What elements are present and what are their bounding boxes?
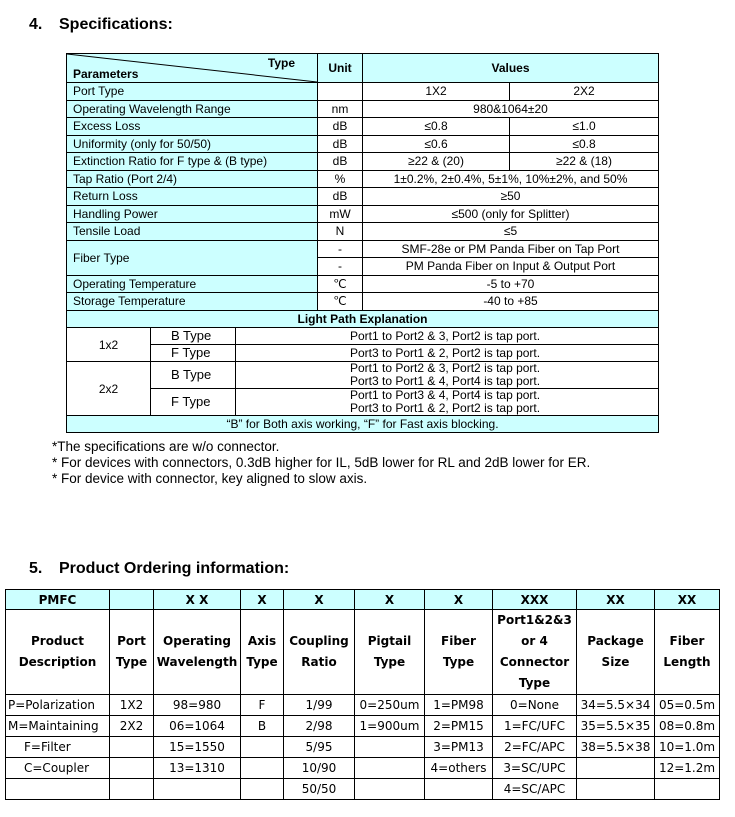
- type-cell: F Type: [151, 389, 236, 416]
- header-line: Description: [18, 655, 97, 669]
- unit-cell: dB: [318, 118, 363, 136]
- description-row: [6, 610, 720, 695]
- cell: [241, 737, 284, 758]
- param-tap-ratio: Tap Ratio (Port 2/4): [67, 170, 318, 188]
- cell: 1/99: [284, 695, 355, 716]
- cell: 4=others: [425, 758, 493, 779]
- header-line: Type: [373, 655, 406, 669]
- spec-row: [67, 118, 659, 136]
- unit-cell: -: [318, 258, 363, 276]
- param-excess-loss: Excess Loss: [67, 118, 318, 136]
- specifications-table: [66, 53, 659, 311]
- code-cell: X: [284, 590, 355, 610]
- cell: C=Coupler: [6, 758, 110, 779]
- cell: 5/95: [284, 737, 355, 758]
- code-cell: X: [241, 590, 284, 610]
- light-path-title: Light Path Explanation: [67, 311, 659, 328]
- path-line: Port1 to Port3 & 4, Port4 is tap port.: [350, 388, 541, 402]
- header-line: Fiber: [441, 634, 476, 648]
- code-cell: [110, 590, 154, 610]
- type-cell: B Type: [151, 362, 236, 389]
- unit-cell: ℃: [318, 293, 363, 311]
- cell: [655, 779, 720, 800]
- cell: 1=900um: [355, 716, 425, 737]
- cell: F=Filter: [6, 737, 110, 758]
- values-header: Values: [363, 54, 659, 83]
- cell: [110, 737, 154, 758]
- value-cell: -5 to +70: [363, 275, 659, 293]
- ordering-row: [6, 779, 720, 800]
- header-line: Type: [442, 655, 475, 669]
- header-line: Product: [31, 634, 84, 648]
- type-cell: F Type: [151, 345, 236, 362]
- path-line: Port1 to Port2 & 3, Port2 is tap port.: [350, 361, 541, 375]
- cell: 2X2: [110, 716, 154, 737]
- unit-header: Unit: [318, 54, 363, 83]
- spec-row: [67, 153, 659, 171]
- param-tensile-load: Tensile Load: [67, 223, 318, 241]
- spec-notes: [52, 439, 590, 487]
- header-line: Connector: [499, 655, 570, 669]
- cell: B: [241, 716, 284, 737]
- spec-row: [67, 188, 659, 206]
- header-port-type: [110, 610, 154, 695]
- cell: 1=PM98: [425, 695, 493, 716]
- light-path-row: [67, 345, 659, 362]
- cell: M=Maintaining: [6, 716, 110, 737]
- cell: 05=0.5m: [655, 695, 720, 716]
- cell: [355, 758, 425, 779]
- section-5-heading: [29, 560, 289, 578]
- spec-row: [67, 135, 659, 153]
- cell: [425, 779, 493, 800]
- unit-cell: N: [318, 223, 363, 241]
- header-line: Type: [115, 655, 148, 669]
- unit-cell: %: [318, 170, 363, 188]
- path-text: Port3 to Port1 & 2, Port2 is tap port.: [236, 345, 659, 362]
- path-text: Port1 to Port2 & 3, Port2 is tap port.: [236, 328, 659, 345]
- spec-row: [67, 223, 659, 241]
- value-1x2: 1X2: [363, 83, 510, 101]
- unit-cell: mW: [318, 205, 363, 223]
- param-storage-temp: Storage Temperature: [67, 293, 318, 311]
- cell: P=Polarization: [6, 695, 110, 716]
- path-line: Port3 to Port1 & 4, Port4 is tap port.: [350, 374, 541, 388]
- header-connector-type: [493, 610, 577, 695]
- header-fiber-length: [655, 610, 720, 695]
- value-2x2: 2X2: [510, 83, 659, 101]
- port-2x2: 2x2: [67, 362, 151, 416]
- cell: [241, 779, 284, 800]
- header-line: Axis: [247, 634, 277, 648]
- cell: 50/50: [284, 779, 355, 800]
- code-cell: XX: [577, 590, 655, 610]
- section-title: Product Ordering information:: [59, 560, 290, 577]
- code-cell: X X: [154, 590, 241, 610]
- type-cell: B Type: [151, 328, 236, 345]
- light-path-row: [67, 362, 659, 389]
- cell: 3=PM13: [425, 737, 493, 758]
- value-1x2: ≥22 & (20): [363, 153, 510, 171]
- cell: 4=SC/APC: [493, 779, 577, 800]
- param-uniformity: Uniformity (only for 50/50): [67, 135, 318, 153]
- light-path-row: [67, 389, 659, 416]
- cell: 0=250um: [355, 695, 425, 716]
- cell: 08=0.8m: [655, 716, 720, 737]
- spec-row: [67, 205, 659, 223]
- light-path-table: [66, 310, 659, 433]
- cell: 35=5.5×35: [577, 716, 655, 737]
- header-line: Ratio: [301, 655, 337, 669]
- cell: 34=5.5×34: [577, 695, 655, 716]
- header-line: Coupling: [289, 634, 349, 648]
- cell: F: [241, 695, 284, 716]
- cell: 98=980: [154, 695, 241, 716]
- header-line: Type: [246, 655, 278, 669]
- cell: 38=5.5×38: [577, 737, 655, 758]
- header-pigtail-type: [355, 610, 425, 695]
- cell: 1=FC/UFC: [493, 716, 577, 737]
- header-product-description: [6, 610, 110, 695]
- code-cell: X: [425, 590, 493, 610]
- light-path-row: [67, 328, 659, 345]
- code-cell: X: [355, 590, 425, 610]
- unit-cell: [318, 83, 363, 101]
- header-line: Package: [587, 634, 644, 648]
- spec-row: [67, 83, 659, 101]
- type-label: Type: [267, 56, 295, 70]
- header-axis-type: [241, 610, 284, 695]
- param-wavelength: Operating Wavelength Range: [67, 100, 318, 118]
- note: * For devices with connectors, 0.3dB higher for IL, 5dB lower for RL and 2dB lower for ER.: [52, 455, 591, 470]
- cell: 0=None: [493, 695, 577, 716]
- header-fiber-type: [425, 610, 493, 695]
- header-coupling-ratio: [284, 610, 355, 695]
- header-line: Size: [601, 655, 630, 669]
- code-cell: XXX: [493, 590, 577, 610]
- header-package-size: [577, 610, 655, 695]
- header-line: Pigtail: [367, 634, 412, 648]
- cell: 10=1.0m: [655, 737, 720, 758]
- ordering-row: [6, 716, 720, 737]
- spec-row: [67, 275, 659, 293]
- unit-cell: dB: [318, 135, 363, 153]
- cell: [577, 779, 655, 800]
- cell: 2=PM15: [425, 716, 493, 737]
- type-parameters-header: [67, 54, 318, 83]
- header-operating-wavelength: [154, 610, 241, 695]
- cell: 1X2: [110, 695, 154, 716]
- value-cell: ≤5: [363, 223, 659, 241]
- section-number: 4.: [29, 16, 43, 33]
- value-2x2: ≥22 & (18): [510, 153, 659, 171]
- unit-cell: -: [318, 240, 363, 258]
- cell: [110, 758, 154, 779]
- param-return-loss: Return Loss: [67, 188, 318, 206]
- unit-cell: nm: [318, 100, 363, 118]
- ordering-row: [6, 695, 720, 716]
- param-handling-power: Handling Power: [67, 205, 318, 223]
- cell: 06=1064: [154, 716, 241, 737]
- section-number: 5.: [29, 560, 43, 577]
- header-line: Type: [518, 676, 551, 690]
- cell: [110, 779, 154, 800]
- cell: [577, 758, 655, 779]
- code-cell: PMFC: [6, 590, 110, 610]
- value-1x2: ≤0.8: [363, 118, 510, 136]
- header-line: Length: [663, 655, 711, 669]
- path-text: [236, 362, 659, 389]
- ordering-row: [6, 737, 720, 758]
- cell: [355, 779, 425, 800]
- spec-row: [67, 240, 659, 258]
- value-cell: ≥50: [363, 188, 659, 206]
- cell: [154, 779, 241, 800]
- value-2x2: ≤0.8: [510, 135, 659, 153]
- light-path-footer: “B” for Both axis working, “F” for Fast axis blocking.: [67, 416, 659, 433]
- section-4-heading: [29, 16, 173, 34]
- spec-row: [67, 100, 659, 118]
- unit-cell: dB: [318, 188, 363, 206]
- cell: 2=FC/APC: [493, 737, 577, 758]
- path-line: Port3 to Port1 & 2, Port2 is tap port.: [350, 401, 541, 415]
- header-line: Fiber: [669, 634, 705, 648]
- cell: 15=1550: [154, 737, 241, 758]
- parameters-label: Parameters: [73, 67, 139, 81]
- cell: 13=1310: [154, 758, 241, 779]
- value-2x2: ≤1.0: [510, 118, 659, 136]
- param-extinction-ratio: Extinction Ratio for F type & (B type): [67, 153, 318, 171]
- value-cell: 1±0.2%, 2±0.4%, 5±1%, 10%±2%, and 50%: [363, 170, 659, 188]
- spec-row: [67, 293, 659, 311]
- port-1x2: 1x2: [67, 328, 151, 362]
- note: *The specifications are w/o connector.: [52, 439, 280, 454]
- cell: 10/90: [284, 758, 355, 779]
- spec-row: [67, 170, 659, 188]
- header-line: or 4: [521, 634, 548, 648]
- cell: [355, 737, 425, 758]
- value-cell: PM Panda Fiber on Input & Output Port: [363, 258, 659, 276]
- value-cell: 980&1064±20: [363, 100, 659, 118]
- note: * For device with connector, key aligned to slow axis.: [52, 471, 368, 486]
- section-title: Specifications:: [59, 16, 173, 33]
- ordering-row: [6, 758, 720, 779]
- param-operating-temp: Operating Temperature: [67, 275, 318, 293]
- value-cell: SMF-28e or PM Panda Fiber on Tap Port: [363, 240, 659, 258]
- path-text: [236, 389, 659, 416]
- unit-cell: dB: [318, 153, 363, 171]
- value-cell: -40 to +85: [363, 293, 659, 311]
- header-line: Port: [117, 634, 146, 648]
- cell: [6, 779, 110, 800]
- cell: 2/98: [284, 716, 355, 737]
- param-port-type: Port Type: [67, 83, 318, 101]
- header-line: Wavelength: [156, 655, 238, 669]
- cell: 3=SC/UPC: [493, 758, 577, 779]
- header-line: Operating: [163, 634, 231, 648]
- unit-cell: ℃: [318, 275, 363, 293]
- value-1x2: ≤0.6: [363, 135, 510, 153]
- param-fiber-type: Fiber Type: [67, 240, 318, 275]
- cell: 12=1.2m: [655, 758, 720, 779]
- code-cell: XX: [655, 590, 720, 610]
- value-cell: ≤500 (only for Splitter): [363, 205, 659, 223]
- code-row: [6, 590, 720, 610]
- ordering-table: [5, 589, 720, 800]
- cell: [241, 758, 284, 779]
- header-line: Port1&2&3: [497, 613, 572, 627]
